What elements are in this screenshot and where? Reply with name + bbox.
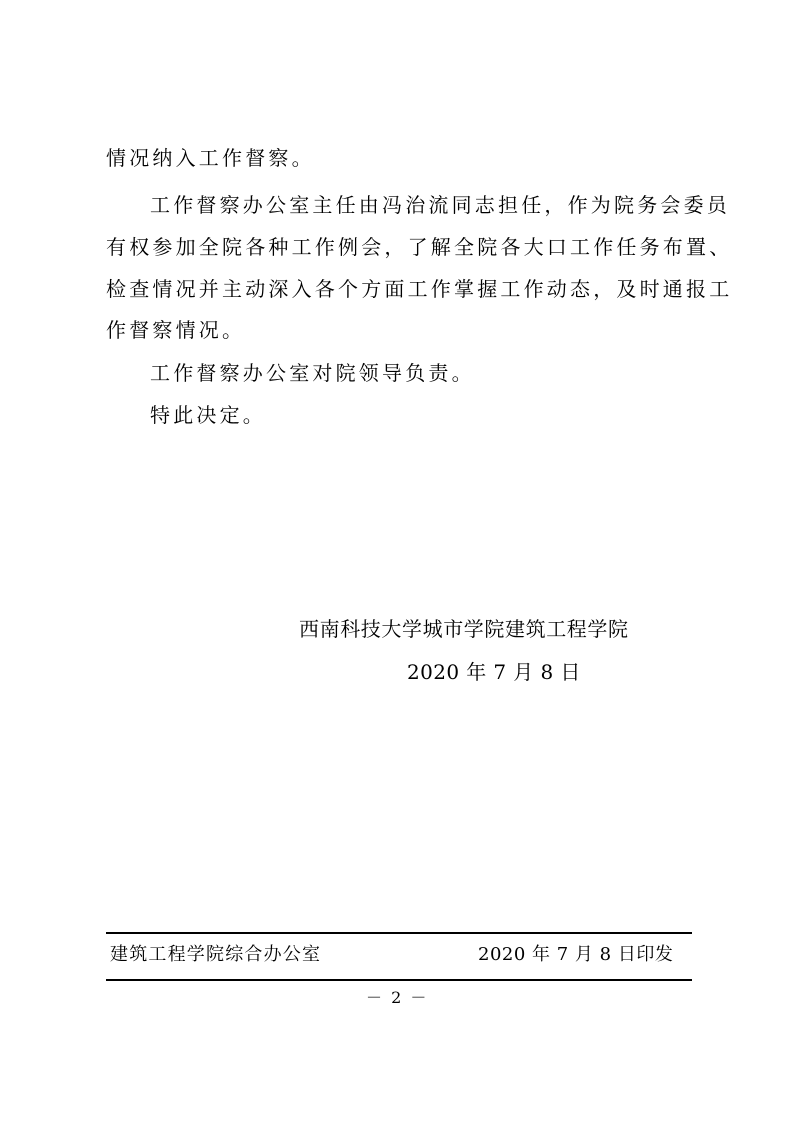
signature-date: 2020 年 7 月 8 日 — [407, 660, 581, 684]
body-line-2: 工作督察办公室主任由冯治流同志担任，作为院务会委员 — [150, 193, 730, 217]
footer-top-rule — [106, 932, 692, 934]
body-line-7: 特此决定。 — [150, 403, 266, 427]
page-number: － 2 － — [366, 988, 429, 1007]
body-line-5: 作督察情况。 — [106, 318, 246, 342]
body-line-4: 检查情况并主动深入各个方面工作掌握工作动态，及时通报工 — [106, 277, 733, 301]
footer-bottom-rule — [106, 979, 692, 981]
footer-issue-date: 2020 年 7 月 8 日印发 — [478, 944, 674, 965]
body-line-1: 情况纳入工作督察。 — [106, 146, 315, 170]
footer-issuer: 建筑工程学院综合办公室 — [110, 944, 322, 965]
body-line-6: 工作督察办公室对院领导负责。 — [150, 361, 475, 385]
signature-organization: 西南科技大学城市学院建筑工程学院 — [299, 617, 629, 641]
body-line-3: 有权参加全院各种工作例会，了解全院各大口工作任务布置、 — [106, 235, 733, 259]
